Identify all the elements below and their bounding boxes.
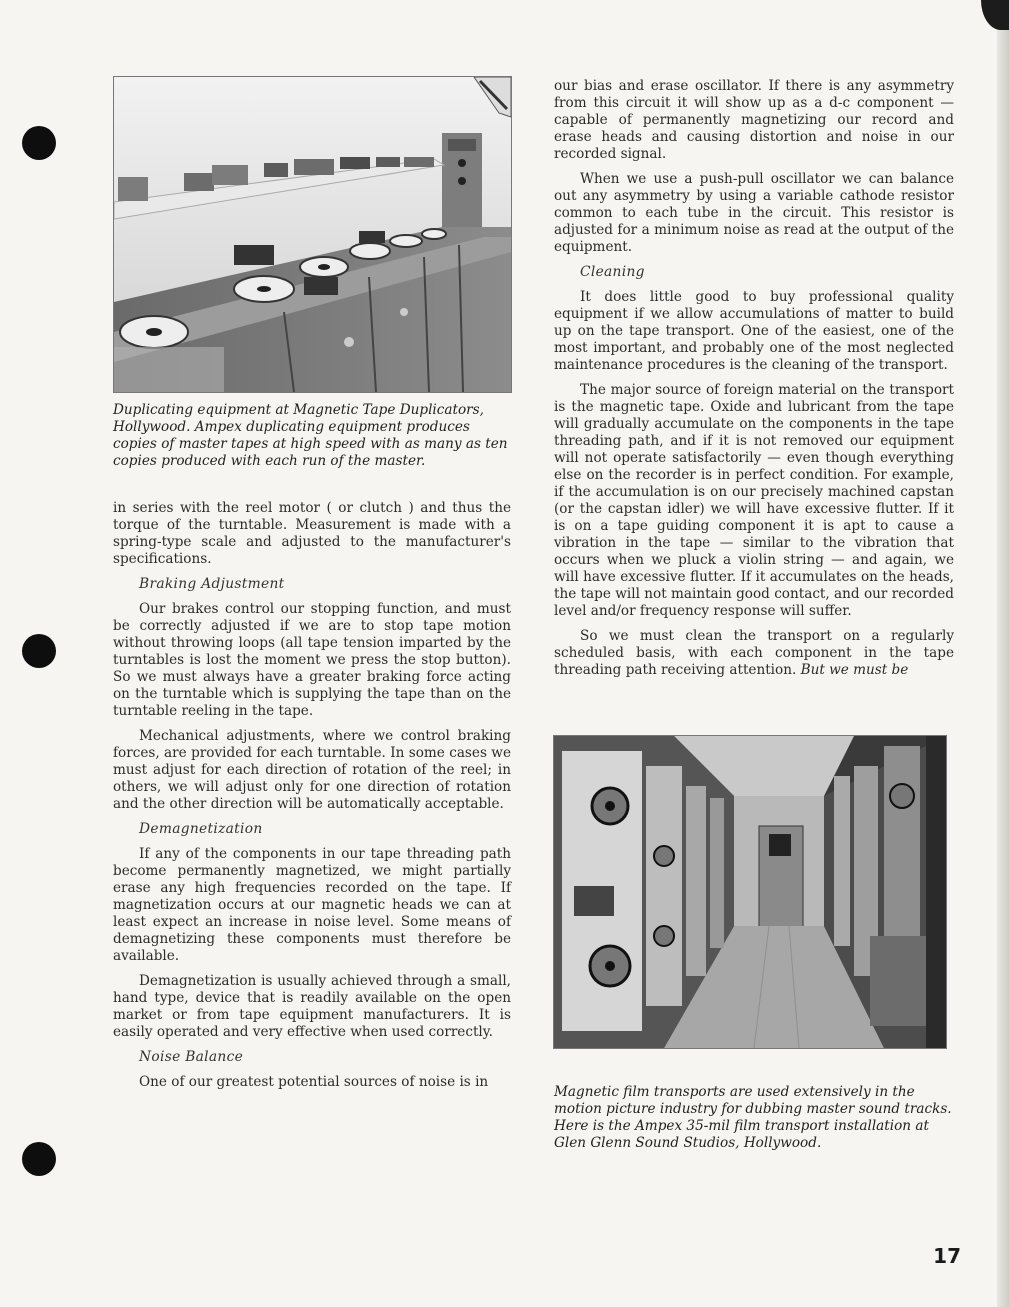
heading-cleaning: Cleaning [580,264,645,280]
right-column-text [554,78,954,687]
heading-braking-adjustment: Braking Adjustment [139,576,285,592]
bottom-figure-caption: Magnetic film transports are used extensively in the motion picture industry for dubbing master sound tracks. Here is the Ampex 35-mil film transport installation at Glen Glenn Sound Studios, Hollywood. [554,1084,952,1151]
right-paragraph-5 [554,628,954,679]
page-corner-shadow [981,0,1009,30]
left-paragraph-6: One of our greatest potential sources of noise is in [139,1074,489,1090]
page-edge [997,0,1009,1307]
left-paragraph-4: If any of the components in our tape threading path become permanently magnetized, we might partially erase any high frequencies recorded on the tape. If magnetization occurs at our magnetic heads we can at least expect an increase in noise level. Some means of demagnetizing these components must therefore be available. [113,846,511,964]
left-paragraph-3: Mechanical adjustments, where we control braking forces, are provided for each turntable. In some cases we must adjust for each direction of rotation of the reel; in others, we will adjust only for one direction of rotation and the other direction will be automatically acceptable. [113,728,511,812]
right-paragraph-2: When we use a push-pull oscillator we can balance out any asymmetry by using a variable cathode resistor common to each tube in the circuit. This resistor is adjusted for a minimum noise as read at the output of the equipment. [554,171,954,255]
binder-hole-middle [22,634,56,668]
top-figure-caption: Duplicating equipment at Magnetic Tape Duplicators, Hollywood. Ampex duplicating equipment produces copies of master tapes at high speed with as many as ten copies produced with each run of the master. [113,402,508,469]
duplicating-equipment-photo [113,76,512,393]
binder-hole-top [22,126,56,160]
film-transport-photo [553,735,947,1049]
left-paragraph-5: Demagnetization is usually achieved through a small, hand type, device that is readily available on the open market or from tape equipment manufacturers. It is easily operated and very effective when used correctly. [113,973,511,1040]
heading-demagnetization: Demagnetization [139,821,263,837]
right-paragraph-3: It does little good to buy professional quality equipment if we allow accumulations of matter to build up on the tape transport. One of the easiest, one of the most important, and probably one of the most neglected maintenance procedures is the cleaning of the transport. [554,289,954,373]
right-paragraph-5-text: So we must clean the transport on a regularly scheduled basis, with each component in the tape threading path receiving attention. [554,628,954,678]
right-paragraph-1: our bias and erase oscillator. If there is any asymmetry from this circuit it will show up as a d-c component — capable of permanently magnetizing our record and erase heads and causing distortion and noise in our recorded signal. [554,78,954,162]
left-paragraph-1: in series with the reel motor ( or clutch ) and thus the torque of the turntable. Measurement is made with a spring-type scale and adjusted to the manufacturer's specifications. [113,500,511,567]
duplicating-equipment-image [114,77,511,392]
heading-noise-balance: Noise Balance [139,1049,244,1065]
binder-hole-bottom [22,1142,56,1176]
left-column-text [113,500,511,1099]
right-paragraph-4: The major source of foreign material on the transport is the magnetic tape. Oxide and lubricant from the tape will gradually accumulate on the components in the tape threading path, and if it is not removed our equipment will not operate satisfactorily — even though everything else on the recorder is in perfect condition. For example, if the accumulation is on our precisely machined capstan (or the capstan idler) we will have excessive flutter. If it is on a tape guiding component it is apt to cause a vibration in the tape — similar to the vibration that occurs when we pluck a violin string — and again, we will have excessive flutter. If it accumulates on the heads, the tape will not maintain good contact, and our recorded level and/or frequency response will suffer. [554,382,954,619]
right-paragraph-5-italic: But we must be [800,662,909,678]
left-paragraph-2: Our brakes control our stopping function, and must be correctly adjusted if we are to stop tape motion without throwing loops (all tape tension imparted by the turntables is lost the moment we press the stop button). So we must always have a greater braking force acting on the turntable which is supplying the tape than on the turntable reeling in the tape. [113,601,511,719]
page-number: 17 [933,1244,961,1268]
film-transport-image [554,736,946,1048]
